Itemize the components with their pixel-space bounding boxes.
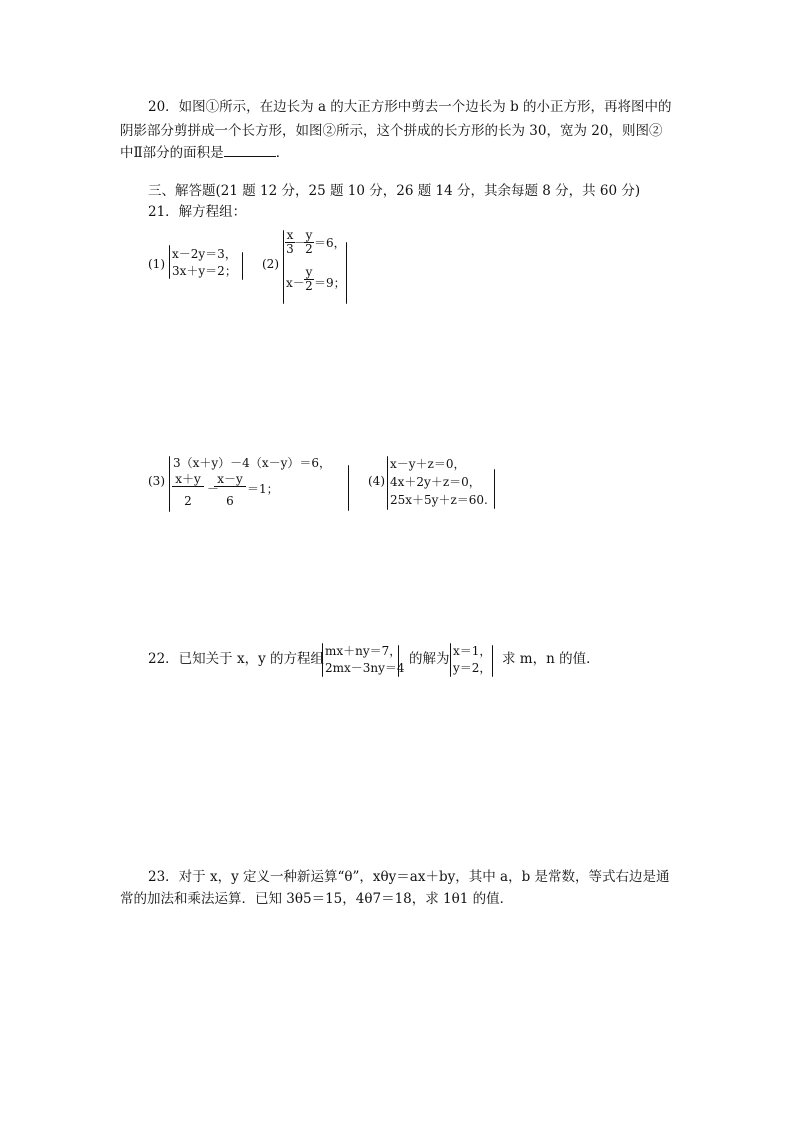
q21-part3-label: (3) [148, 474, 165, 488]
q21-part4-eq1: x－y＋z＝0， [390, 457, 466, 471]
q20-line-3 [120, 142, 289, 165]
q21-part1-bar [242, 252, 243, 280]
q21-part2-frac-y2-num: y [305, 228, 313, 242]
q21-part2-frac-y2 [304, 229, 314, 256]
q21-part2-eq2-rhs: ＝9； [314, 276, 346, 290]
q21-part2-brace [283, 230, 284, 304]
q22-system-brace [322, 643, 323, 677]
q21-part1-eq1: x－2y＝3， [172, 247, 237, 261]
q21-part3-bar [348, 465, 349, 511]
q22-eq2: 2mx－3ny＝4 [325, 661, 405, 675]
q22-solution-brace [450, 643, 451, 677]
q21-part4-eq3: 25x＋5y＋z＝60. [390, 493, 488, 507]
q20-line-2: 阴影部分剪拼成一个长方形，如图②所示，这个拼成的长方形的长为 30，宽为 20，则图② [120, 123, 663, 139]
q20-line-1: 20．如图①所示，在边长为 a 的大正方形中剪去一个边长为 b 的小正方形，再将图中的 [148, 99, 672, 115]
q21-part2-eq1-rhs: ＝6， [314, 236, 346, 250]
q20-answer-blank [224, 142, 276, 157]
q21-part2-frac-x3-num: x [286, 228, 294, 242]
q20-line-3-text: 中Ⅱ部分的面积是 [120, 145, 224, 161]
q21-part1-brace [169, 245, 170, 279]
q21-part2-eq1-minus: － [294, 236, 307, 250]
q21-part1-label: (1) [148, 257, 165, 271]
q21-part4-bar [494, 469, 495, 509]
q22-stem: 22．已知关于 x，y 的方程组 [148, 651, 325, 667]
q21-part2-frac-y2-den: 2 [305, 242, 313, 256]
q21-part2-bar [346, 242, 347, 304]
q23-line-2: 常的加法和乘法运算．已知 3θ5＝15，4θ7＝18，求 1θ1 的值． [120, 891, 514, 907]
q21-part2-label: (2) [262, 257, 279, 271]
q21-part1-eq2: 3x＋y＝2； [172, 264, 237, 278]
q21-part2-frac2-y2-num: y [305, 265, 313, 279]
q21-part2-frac2-y2 [304, 266, 314, 293]
q22-system-bar [398, 645, 399, 677]
q22-sol1: x＝1， [453, 644, 492, 658]
q21-part3-frac1 [172, 473, 204, 508]
q23-line-1: 23．对于 x，y 定义一种新运算“θ”，xθy＝ax＋by，其中 a，b 是常数，等式右边是通 [148, 869, 670, 885]
q21-part2-eq2-lhs: x－ [286, 276, 305, 290]
q21-part3-frac1-den: 2 [184, 494, 192, 508]
q21-part3-frac2-den: 6 [226, 494, 234, 508]
q22-sol2: y＝2， [453, 661, 492, 675]
q21-part3-eq1: 3（x＋y）－4（x－y）＝6， [173, 456, 331, 470]
q21-part3-frac2 [214, 473, 246, 508]
q21-part4-eq2: 4x＋2y＋z＝0， [390, 475, 481, 489]
q21-part3-frac2-num: x－y [214, 473, 246, 487]
q22-mid-text: 的解为 [409, 651, 450, 667]
q21-part2-frac2-y2-den: 2 [305, 279, 313, 293]
q21-part4-brace [387, 456, 388, 510]
q21-part3-frac1-num: x＋y [172, 473, 204, 487]
q22-tail-text: 求 m，n 的值． [502, 651, 600, 667]
q22-solution-bar [492, 645, 493, 677]
q21-part3-eq2-minus: － [207, 482, 220, 496]
q21-part3-eq2-rhs: ＝1； [247, 482, 279, 496]
q22-eq1: mx＋ny＝7， [325, 644, 402, 658]
section-3-heading: 三、解答题(21 题 12 分，25 题 10 分，26 题 14 分，其余每题 8 分，共 60 分) [148, 183, 641, 199]
q20-line-3-end: ． [275, 145, 290, 161]
q21-stem: 21．解方程组： [148, 204, 247, 220]
q21-part3-brace [169, 456, 170, 512]
q21-part2-frac-x3-den: 3 [286, 242, 294, 256]
q21-part4-label: (4) [368, 474, 385, 488]
